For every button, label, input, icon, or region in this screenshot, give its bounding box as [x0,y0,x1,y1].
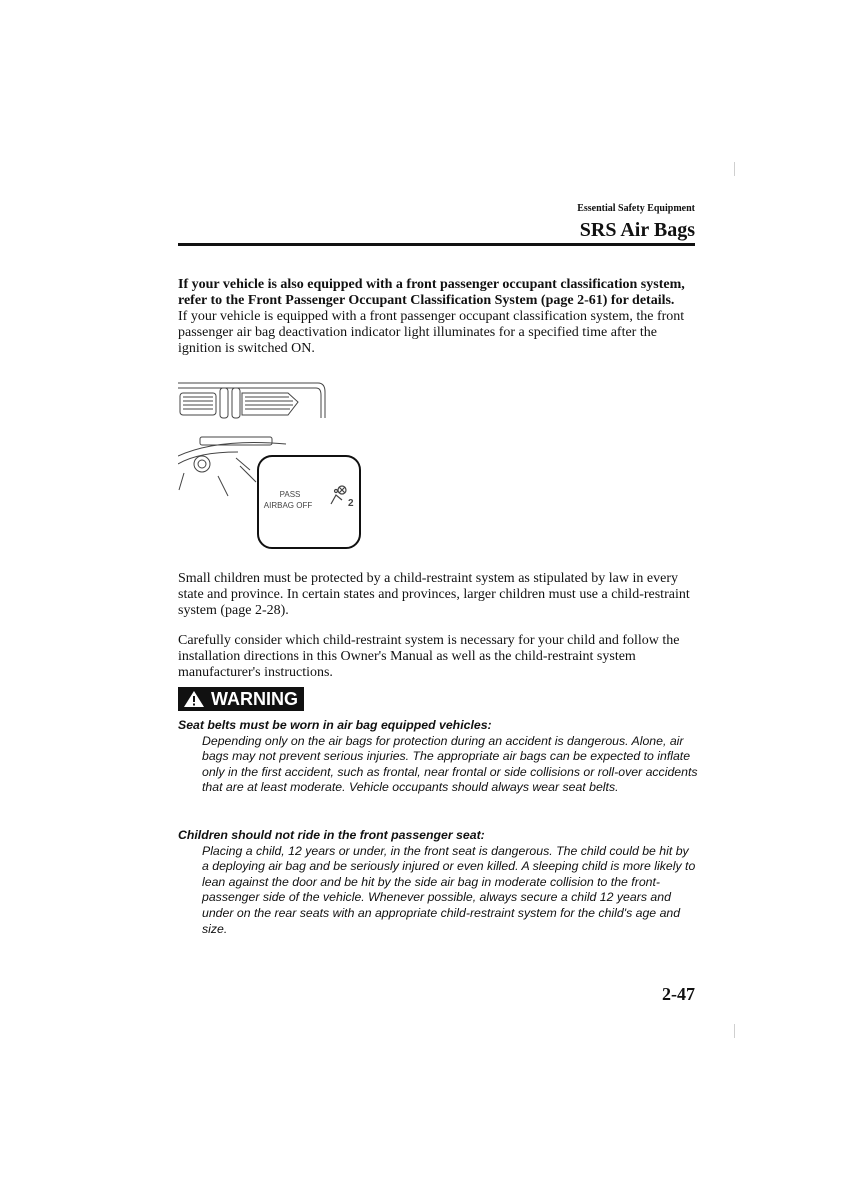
warning-item-body: Placing a child, 12 years or under, in the front seat is dangerous. The child could be hit by a deploying air bag and be seriously injured or even killed. A sleeping child is more likely to lean against the door and be hit by the side air bag in moderate collision to the front-passenger side of the vehicle. Whenever possible, always secure a child 12 years and under on the rear seats with an appropriate child-restraint system for the child's age and size. [202,843,696,936]
indicator-label-line2: AIRBAG OFF [263,501,313,510]
warning-item [178,828,698,937]
intro-block [178,277,696,357]
paragraph-text: Carefully consider which child-restraint system is necessary for your child and follow the installation directions in this Owner's Manual as well as the child-restraint system manufacturer's instructions. [178,633,680,680]
warning-item [178,718,698,796]
warning-item-title: Children should not ride in the front passenger seat: [178,828,485,842]
header-divider [178,243,695,246]
indicator-icon-number: 2 [348,498,354,509]
paragraph-consider-restraint [178,633,696,681]
page-header [577,203,695,242]
warning-label: WARNING [211,689,298,709]
page-title: SRS Air Bags [579,219,695,241]
paragraph-child-restraint [178,571,696,619]
intro-bold-text: If your vehicle is also equipped with a front passenger occupant classification system, refer to the Front Passenger Occupant Classification System (page 2-61) for details. [178,277,685,308]
dashboard-vents-illustration [178,378,364,552]
dashboard-illustration [178,378,364,552]
warning-triangle-icon [183,690,205,708]
crop-mark-bottom [734,1024,735,1038]
paragraph-text: Small children must be protected by a child-restraint system as stipulated by law in every state and province. In certain states and provinces, larger children must use a child-restraint system (page 2-28). [178,571,690,618]
warning-item-title: Seat belts must be worn in air bag equipped vehicles: [178,718,492,732]
crop-mark-top [734,162,735,176]
intro-text: If your vehicle is equipped with a front passenger occupant classification system, the front passenger air bag deactivation indicator light illuminates for a specified time after the ignition is switched ON. [178,309,685,356]
indicator-label-line1: PASS [279,490,301,499]
warning-item-body: Depending only on the air bags for protection during an accident is dangerous. Alone, air bags may not prevent serious injuries. The appropriate air bags can be expected to inflate only in the first accident, such as frontal, near frontal or side collisions or roll-over accidents that are at least moderate. Vehicle occupants should always wear seat belts. [202,733,698,795]
page-number: 2-47 [662,984,695,1004]
section-label: Essential Safety Equipment [577,203,695,214]
warning-badge [178,687,304,711]
